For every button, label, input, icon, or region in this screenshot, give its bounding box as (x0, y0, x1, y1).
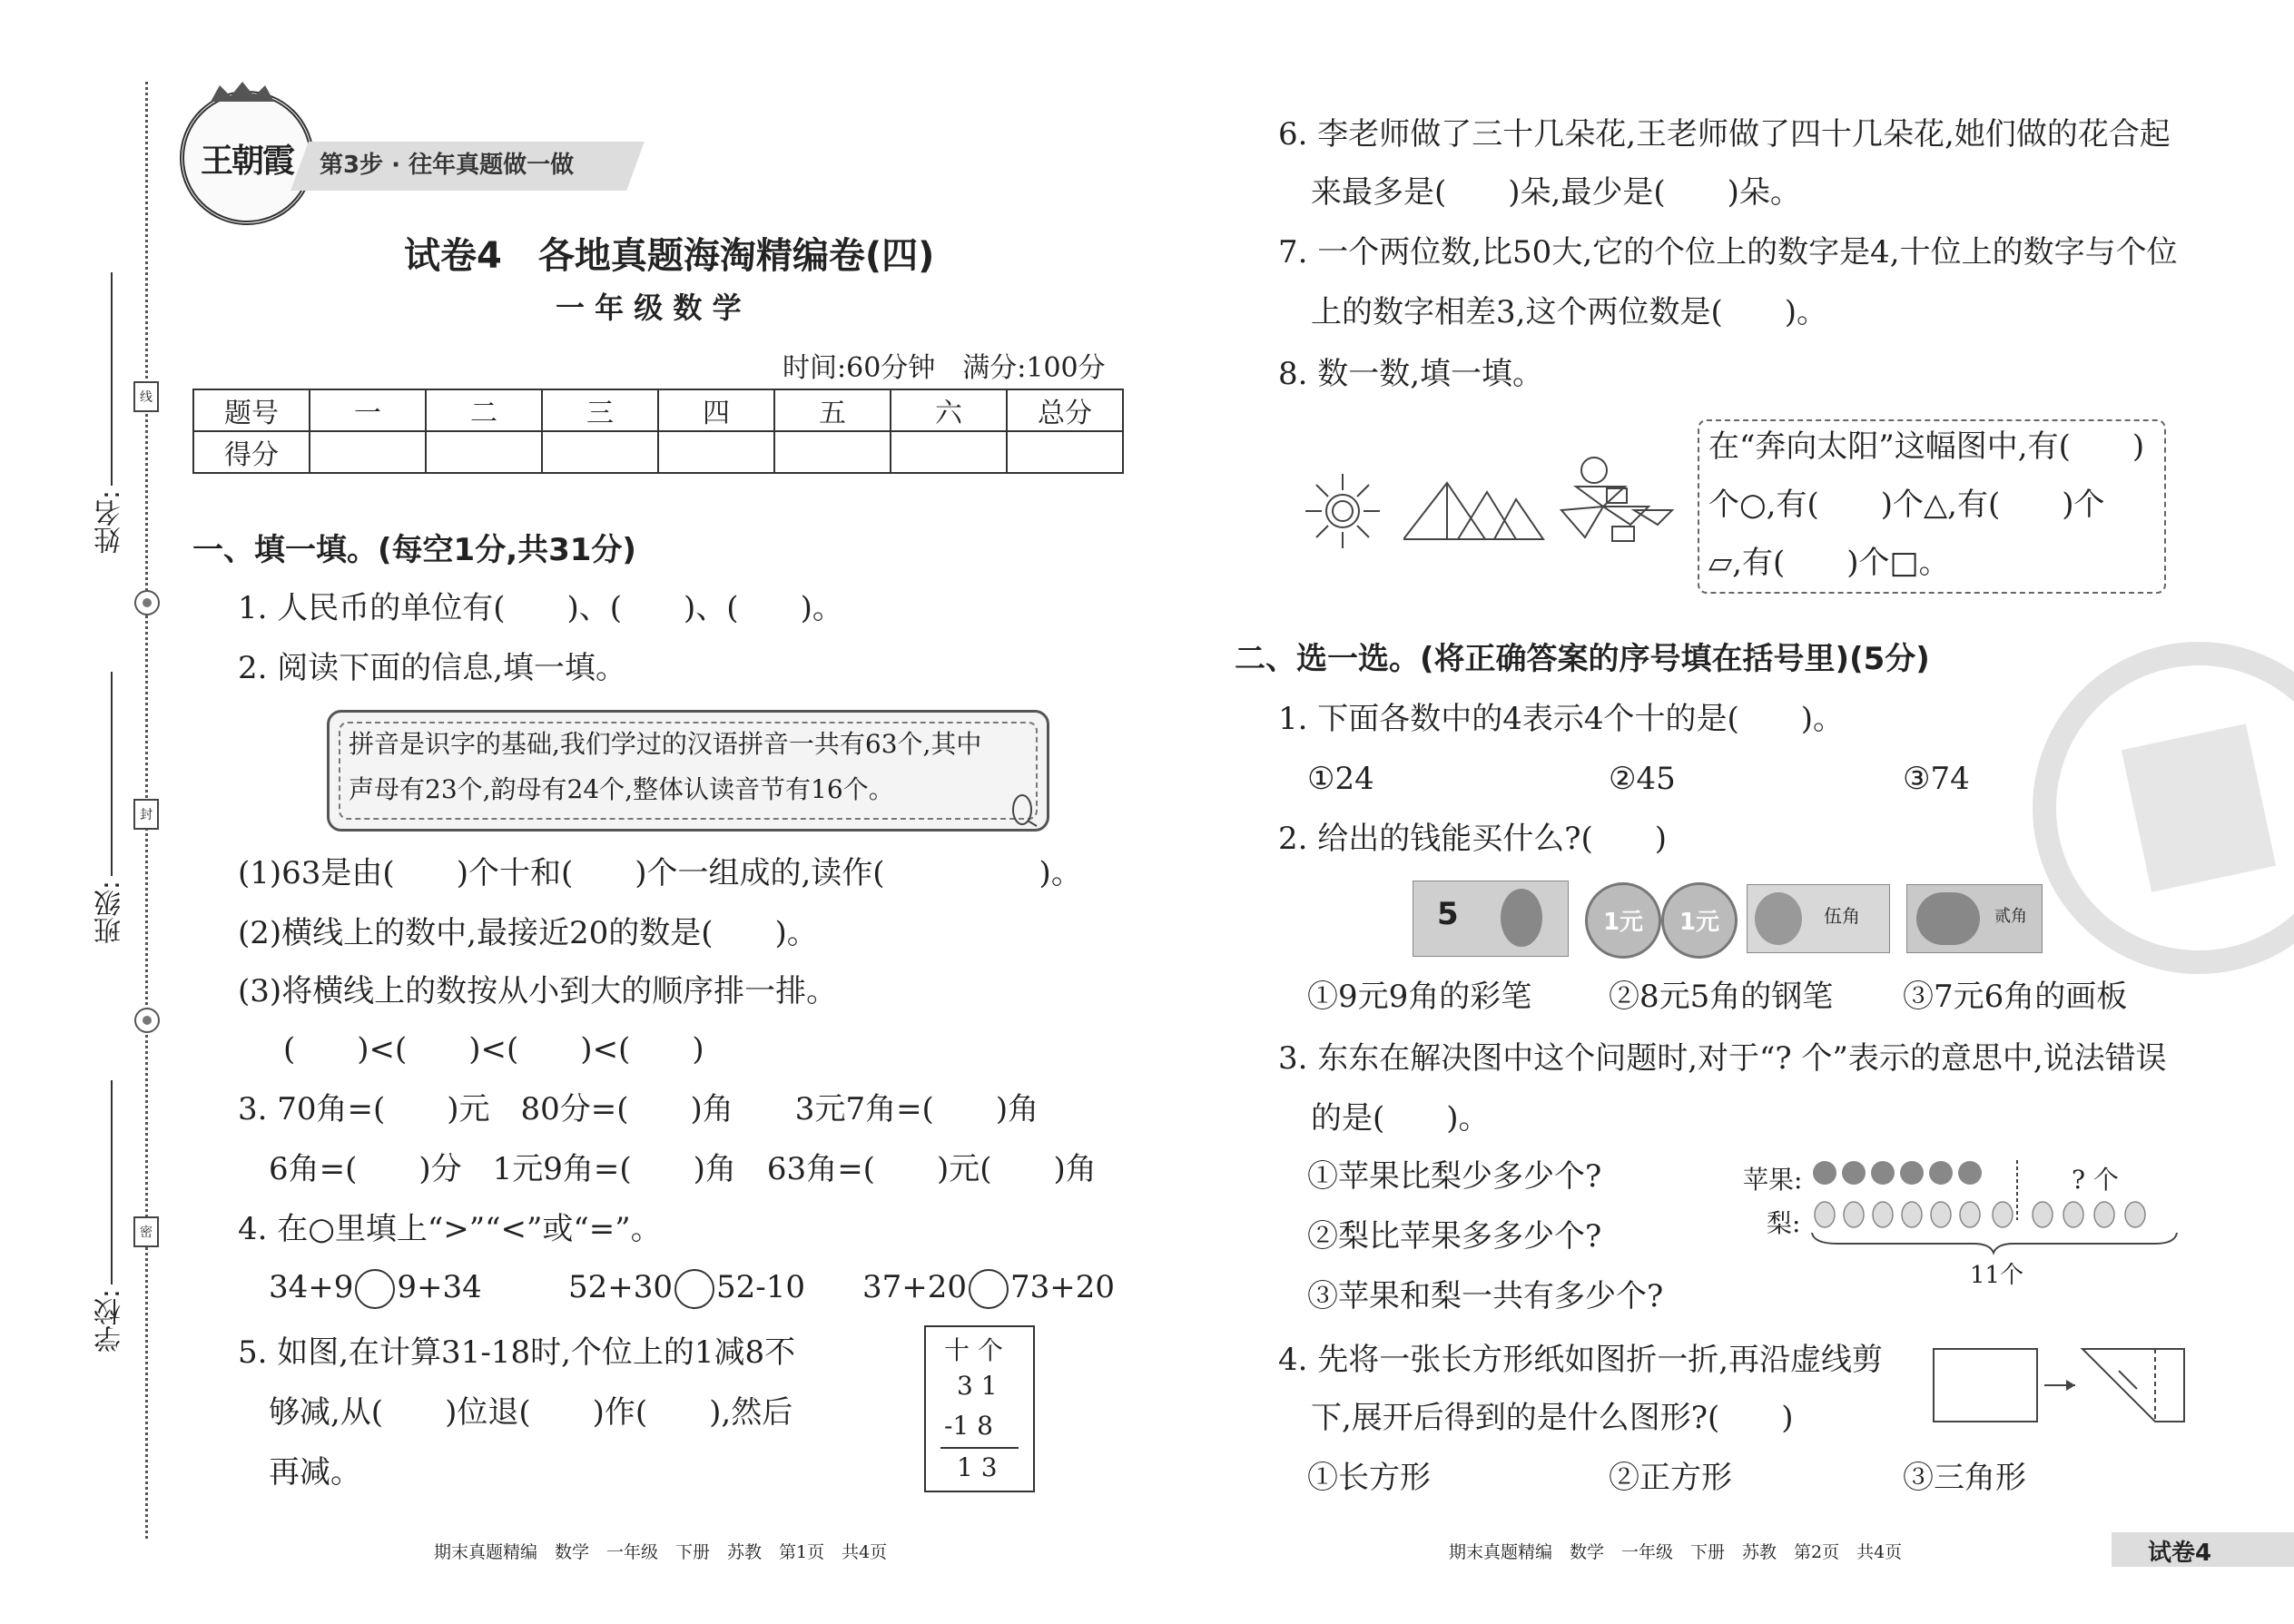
score-header: 二 (426, 389, 542, 431)
score-header: 题号 (193, 389, 310, 431)
q2-1: (1)63是由( )个十和( )个一组成的,读作( )。 (238, 855, 1082, 891)
s2-q1-opt-b[interactable]: ②45 (1609, 761, 1676, 797)
paper-tag-label: 试卷4 (2148, 1540, 2212, 1567)
section2-title: 二、选一选。(将正确答案的序号填在括号里)(5分) (1235, 641, 1930, 677)
binding-hole (134, 590, 160, 615)
pear-label: 梨: (1767, 1208, 1801, 1238)
brand-logo: 王朝霞 (180, 91, 314, 225)
score-header: 五 (774, 389, 891, 431)
score-header: 一 (310, 389, 426, 431)
s2-q4-opt-a[interactable]: ①长方形 (1307, 1460, 1431, 1496)
s2-q3-line1: 3. 东东在解决图中这个问题时,对于“? 个”表示的意思中,说法错误 (1278, 1040, 2167, 1077)
paper-fold-figure (1932, 1345, 2186, 1431)
q2-2: (2)横线上的数中,最接近20的数是( )。 (238, 915, 818, 951)
secret-seal-watermark (2026, 635, 2294, 984)
score-cell[interactable] (1007, 431, 1123, 473)
running-figure-icon (1558, 456, 1676, 550)
section1-title: 一、填一填。(每空1分,共31分) (192, 532, 636, 568)
footer-right: 期末真题精编 数学 一年级 下册 苏教 第2页 共4页 (1449, 1542, 1903, 1562)
banknote-5-yuan: 5 (1413, 881, 1569, 957)
s2-q4-opt-b[interactable]: ②正方形 (1609, 1460, 1732, 1496)
binding-hole (134, 1008, 160, 1033)
q8-box-line1: 在“奔向太阳”这幅图中,有( ) (1708, 428, 2145, 465)
score-cell[interactable] (426, 431, 542, 473)
q5-line2: 够减,从( )位退( )作( ),然后 (269, 1394, 793, 1431)
coin-1-yuan: 1元 (1661, 882, 1738, 959)
name-field[interactable] (111, 272, 113, 486)
name-label: 姓名: (94, 490, 126, 555)
score-cell[interactable] (310, 431, 426, 473)
q8: 8. 数一数,填一填。 (1278, 356, 1544, 392)
footer-left: 期末真题精编 数学 一年级 下册 苏教 第1页 共4页 (434, 1542, 888, 1562)
q2: 2. 阅读下面的信息,填一填。 (238, 650, 627, 686)
q8-box-line3: ▱,有( )个□。 (1708, 545, 1950, 581)
s2-q4-opt-c[interactable]: ③三角形 (1903, 1460, 2026, 1496)
q6-line2: 来最多是( )朵,最少是( )朵。 (1311, 174, 1801, 211)
s2-q2: 2. 给出的钱能买什么?( ) (1278, 821, 1668, 857)
school-label: 学校: (94, 1289, 126, 1353)
q2-3-answer: ( )<( )<( )<( ) (283, 1031, 704, 1068)
info-line2: 声母有23个,韵母有24个,整体认读音节有16个。 (349, 774, 894, 804)
score-table (192, 389, 1124, 474)
q2-3: (3)将横线上的数按从小到大的顺序排一排。 (238, 973, 838, 1009)
q7-line1: 7. 一个两位数,比50大,它的个位上的数字是4,十位上的数字与个位 (1278, 234, 2178, 271)
step-label: 第3步 · 往年真题做一做 (320, 152, 575, 179)
s2-q1-opt-a[interactable]: ①24 (1307, 761, 1374, 797)
banknote-2-jiao: 贰角 (1906, 884, 2043, 953)
info-line1: 拼音是识字的基础,我们学过的汉语拼音一共有63个,其中 (349, 729, 982, 759)
page-title: 试卷4 各地真题海淘精编卷(四) (404, 235, 935, 277)
score-header: 四 (658, 389, 774, 431)
score-row-label: 得分 (193, 431, 310, 473)
total-count: 11个 (1970, 1262, 2024, 1289)
s2-q1-opt-c[interactable]: ③74 (1903, 761, 1970, 797)
question-count: ? 个 (2072, 1165, 2119, 1195)
s2-q4-line1: 4. 先将一张长方形纸如图折一折,再沿虚线剪 (1278, 1342, 1884, 1378)
coin-1-yuan: 1元 (1585, 882, 1661, 959)
q3-line2: 6角=( )分 1元9角=( )角 63角=( )元( )角 (269, 1151, 1097, 1187)
s2-q3-line2: 的是( )。 (1311, 1100, 1490, 1137)
score-header: 六 (891, 389, 1007, 431)
q4-compare-2: 52+30 52-10 (568, 1269, 805, 1309)
exam-time: 时间:60分钟 满分:100分 (783, 352, 1106, 384)
q3-line1: 3. 70角=( )元 80分=( )角 3元7角=( )角 (238, 1091, 1039, 1127)
binding-mark-xian: 线 (133, 381, 159, 412)
q5-line3: 再减。 (269, 1454, 361, 1491)
score-header: 三 (542, 389, 658, 431)
compare-circle[interactable] (969, 1269, 1009, 1309)
q6-line1: 6. 李老师做了三十几朵花,王老师做了四十几朵花,她们做的花合起 (1278, 116, 2171, 153)
s2-q3-opt-c[interactable]: ③苹果和梨一共有多少个? (1307, 1278, 1664, 1314)
s2-q1: 1. 下面各数中的4表示4个十的是( )。 (1278, 701, 1845, 737)
school-field[interactable] (111, 1080, 113, 1284)
brand-crown-icon (211, 82, 274, 100)
q7-line2: 上的数字相差3,这个两位数是( )。 (1311, 294, 1827, 330)
s2-q3-opt-a[interactable]: ①苹果比梨少多少个? (1307, 1158, 1602, 1195)
binding-mark-feng: 封 (133, 799, 159, 830)
q4-compare-1: 34+9 9+34 (269, 1269, 482, 1309)
s2-q3-opt-b[interactable]: ②梨比苹果多多少个? (1307, 1218, 1602, 1255)
binding-mark-mi: 密 (133, 1216, 159, 1247)
pencil-icon (1009, 792, 1039, 832)
apple-label: 苹果: (1743, 1165, 1803, 1195)
compare-circle[interactable] (674, 1269, 714, 1309)
page-subtitle: 一 年 级 数 学 (556, 290, 742, 325)
s2-q2-opt-c[interactable]: ③7元6角的画板 (1903, 979, 2128, 1015)
score-header: 总分 (1007, 389, 1123, 431)
q1: 1. 人民币的单位有( )、( )、( )。 (238, 590, 843, 626)
class-field[interactable] (111, 672, 113, 876)
banknote-5-jiao: 伍角 (1747, 884, 1890, 953)
s2-q4-line2: 下,展开后得到的是什么图形?( ) (1311, 1400, 1794, 1436)
score-cell[interactable] (658, 431, 774, 473)
column-subtraction-box: 十 个 3 1 -1 8 1 3 (924, 1325, 1035, 1492)
class-label: 班级: (94, 881, 126, 945)
score-cell[interactable] (542, 431, 658, 473)
q8-box-line2: 个○,有( )个△,有( )个 (1708, 487, 2105, 523)
q5-line1: 5. 如图,在计算31-18时,个位上的1减8不 (238, 1334, 796, 1371)
mountains-icon (1403, 479, 1545, 546)
score-cell[interactable] (891, 431, 1007, 473)
s2-q2-opt-b[interactable]: ②8元5角的钢笔 (1609, 979, 1834, 1015)
q4: 4. 在○里填上“>”“<”或“=”。 (238, 1211, 662, 1247)
compare-circle[interactable] (355, 1269, 395, 1309)
s2-q2-opt-a[interactable]: ①9元9角的彩笔 (1307, 979, 1532, 1015)
q4-compare-3: 37+20 73+20 (862, 1269, 1115, 1309)
score-cell[interactable] (774, 431, 891, 473)
apples-pears-figure (1810, 1156, 2182, 1260)
sun-icon (1304, 472, 1382, 554)
